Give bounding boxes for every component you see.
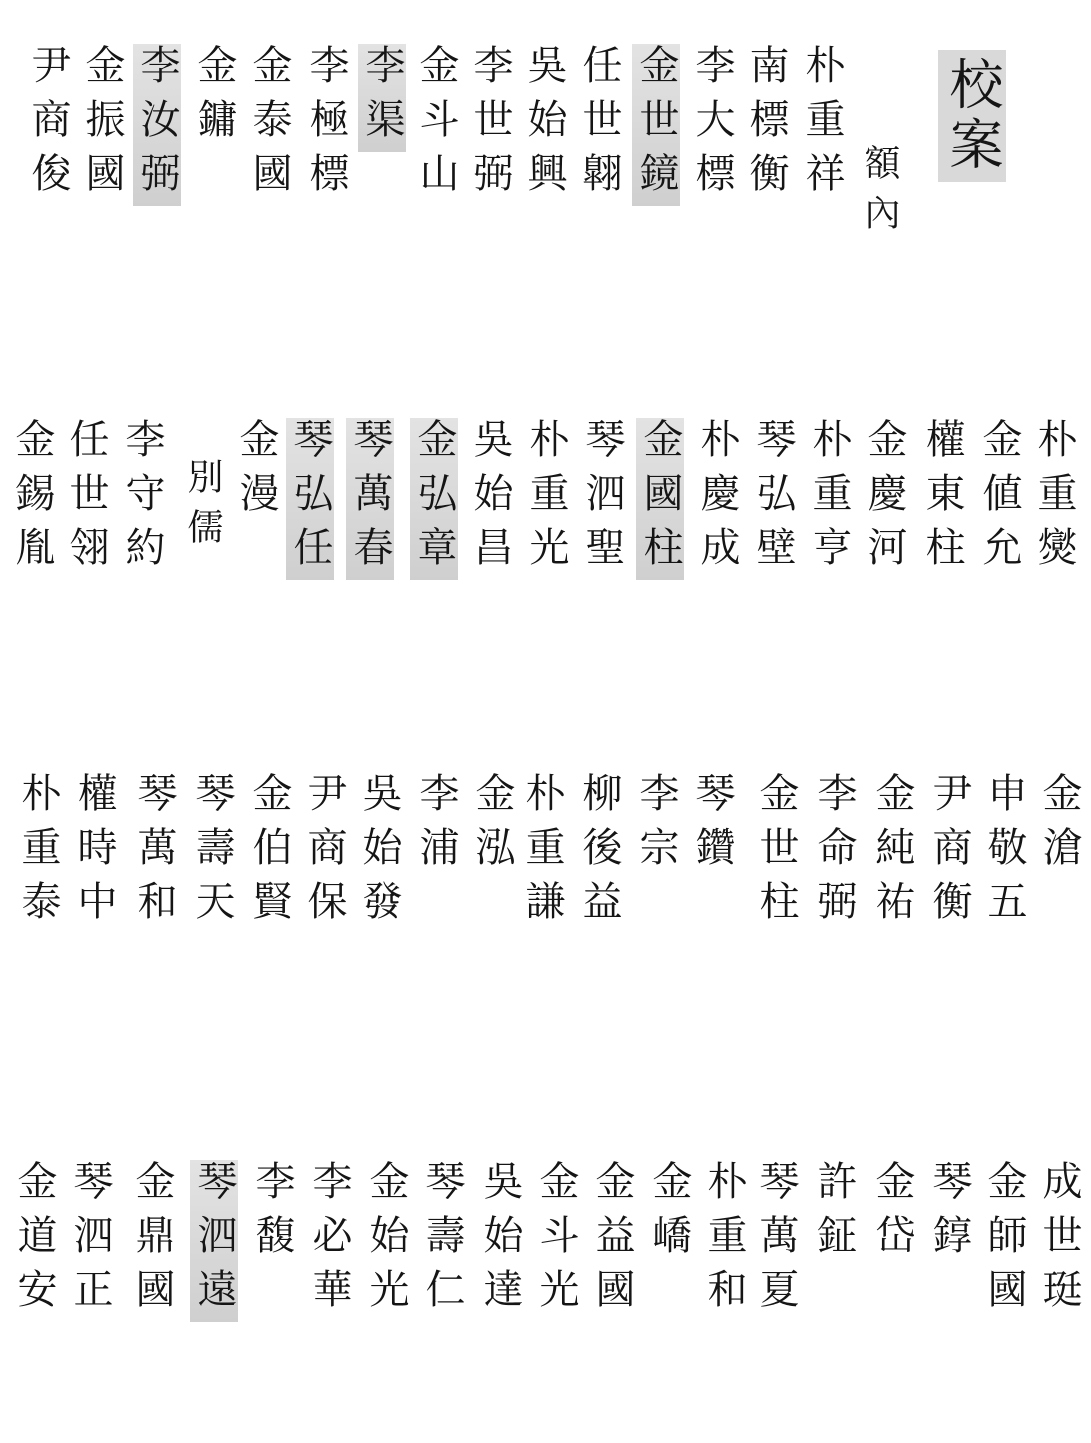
name-column: 金純祐: [869, 772, 915, 934]
section-4: [0, 1160, 1091, 1360]
name-column: 金泰國: [246, 44, 292, 206]
name-column: 尹商衡: [926, 772, 972, 934]
name-column: 金漫: [233, 418, 279, 526]
name-column: 金師國: [981, 1160, 1027, 1322]
name-column: 朴慶成: [694, 418, 740, 580]
name-column: 吳始達: [477, 1160, 523, 1322]
name-column: 李汝弼: [134, 44, 180, 206]
name-column: 金益國: [589, 1160, 635, 1322]
name-column: 南標衡: [743, 44, 789, 206]
name-column: 任世翺: [576, 44, 622, 206]
name-column: 申敬五: [981, 772, 1027, 934]
name-column: 李大標: [689, 44, 735, 206]
name-column: 朴重亨: [806, 418, 852, 580]
name-column: 琴弘壁: [750, 418, 796, 580]
name-column: 金斗光: [533, 1160, 579, 1322]
name-column: 尹商保: [301, 772, 347, 934]
section-1: [0, 44, 1091, 244]
name-column: 琴泗遠: [191, 1160, 237, 1322]
name-column: 琴壽天: [189, 772, 235, 934]
name-column: 金伯賢: [246, 772, 292, 934]
name-column: 金錫胤: [9, 418, 55, 580]
name-column: 李極標: [303, 44, 349, 206]
name-column: 李守約: [119, 418, 165, 580]
name-column: 朴重光: [523, 418, 569, 580]
name-column: 金斗山: [413, 44, 459, 206]
name-column: 琴鑽: [689, 772, 735, 880]
section-3: [0, 772, 1091, 972]
name-column: 金世鏡: [633, 44, 679, 206]
name-column: 吳始發: [356, 772, 402, 934]
name-column: 許鉦: [811, 1160, 857, 1268]
name-column: 金鏞: [191, 44, 237, 152]
name-column: 琴弘任: [287, 418, 333, 580]
name-column: 琴萬春: [347, 418, 393, 580]
name-column: 金世柱: [753, 772, 799, 934]
name-column: 金鼎國: [129, 1160, 175, 1322]
name-column: 金國柱: [637, 418, 683, 580]
name-column: 琴錞: [926, 1160, 972, 1268]
name-column: 尹商俊: [25, 44, 71, 206]
name-column: 李浦: [413, 772, 459, 880]
name-column: 成世珽: [1036, 1160, 1082, 1322]
name-column: 李馥: [249, 1160, 295, 1268]
name-column: 金始光: [363, 1160, 409, 1322]
name-column: 權東柱: [919, 418, 965, 580]
name-column: 柳後益: [576, 772, 622, 934]
document-title: 校案: [938, 50, 1006, 182]
name-column: 朴重謙: [519, 772, 565, 934]
name-column: 李渠: [359, 44, 405, 152]
name-column: 琴泗正: [67, 1160, 113, 1322]
name-column: 別儒: [182, 458, 223, 558]
name-column: 金泓: [469, 772, 515, 880]
name-column: 吳始興: [521, 44, 567, 206]
name-column: 金振國: [79, 44, 125, 206]
name-column: 朴重爕: [1031, 418, 1077, 580]
name-column: 金岱: [869, 1160, 915, 1268]
name-column: 琴萬和: [131, 772, 177, 934]
name-column: 李宗: [633, 772, 679, 880]
name-column: 琴泗聖: [579, 418, 625, 580]
section-2: [0, 418, 1091, 618]
name-column: 朴重和: [701, 1160, 747, 1322]
name-column: 朴重泰: [15, 772, 61, 934]
name-column: 金滄: [1036, 772, 1082, 880]
name-column: 金弘章: [411, 418, 457, 580]
name-column: 朴重祥: [799, 44, 845, 206]
name-column: 金道安: [11, 1160, 57, 1322]
name-column: 額內: [859, 144, 900, 244]
name-column: 任世翎: [63, 418, 109, 580]
name-column: 權時中: [71, 772, 117, 934]
name-column: 金慶河: [861, 418, 907, 580]
name-column: 琴壽仁: [419, 1160, 465, 1322]
name-column: 金嶠: [646, 1160, 692, 1268]
name-column: 李必華: [306, 1160, 352, 1322]
name-column: 李世弼: [467, 44, 513, 206]
name-column: 琴萬夏: [753, 1160, 799, 1322]
name-column: 李命弼: [811, 772, 857, 934]
name-column: 金値允: [976, 418, 1022, 580]
name-column: 吳始昌: [467, 418, 513, 580]
